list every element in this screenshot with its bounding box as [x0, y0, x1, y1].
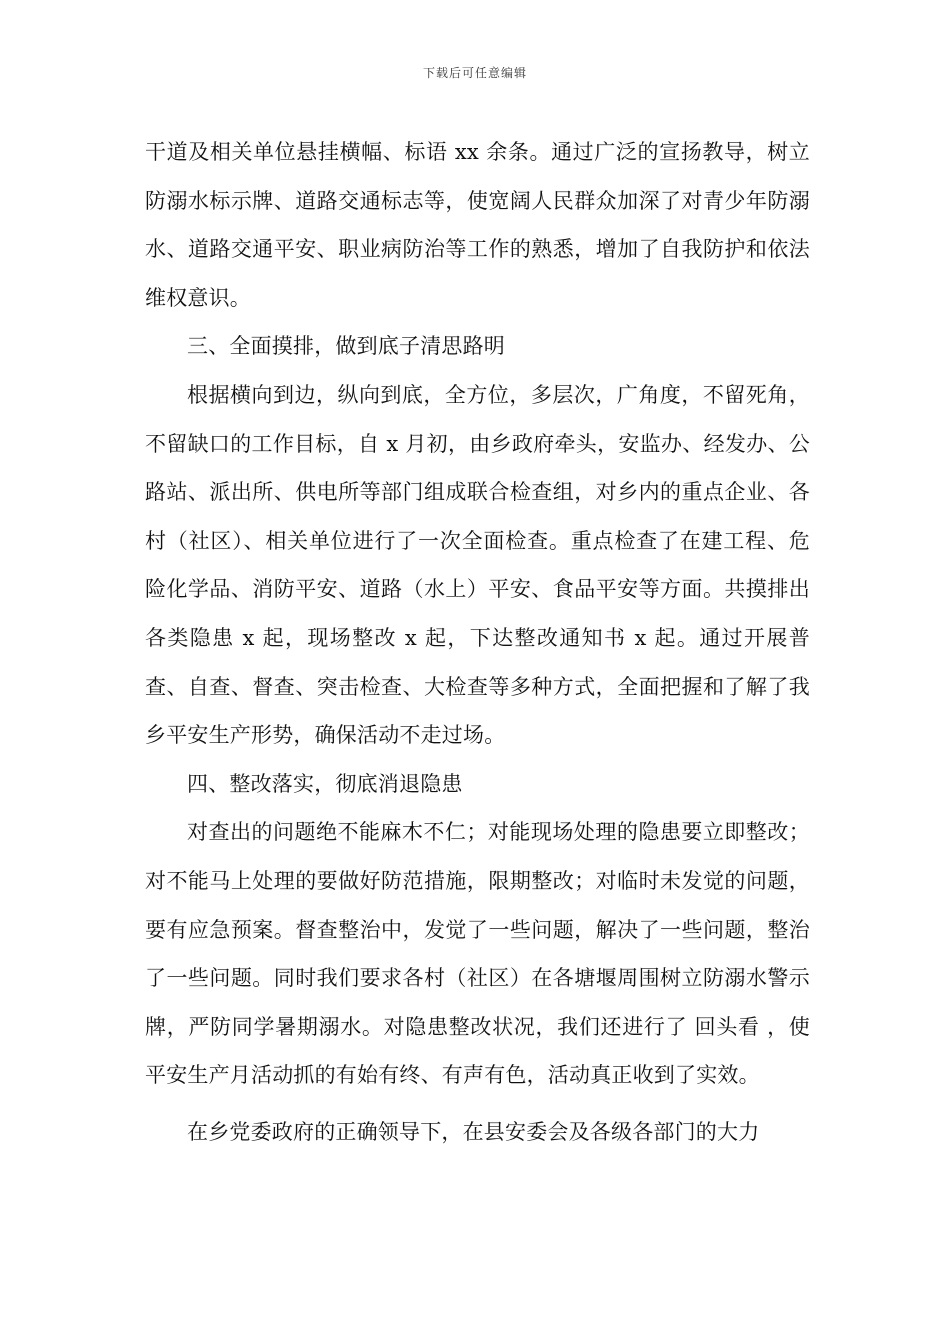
section-heading-four: 四、整改落实，彻底消退隐患 [187, 771, 463, 796]
paragraph-closing: 在乡党委政府的正确领导下，在县安委会及各级各部门的大力 [187, 1119, 760, 1144]
paragraph-continued: 干道及相关单位悬挂横幅、标语 xx 余条。通过广泛的宣扬教导，树立防溺水标示牌、道路交通标志等，使宽阔人民群众加深了对青少年防溺水、道路交通平安、职业病防治等工作的熟悉，增加了自我防护和依法维权意识。 [145, 140, 810, 310]
paragraph-rectification: 对查出的问题绝不能麻木不仁；对能现场处理的隐患要立即整改；对不能马上处理的要做好防范措施，限期整改；对临时未发觉的问题，要有应急预案。督查整治中，发觉了一些问题，解决了一些问题，整治了一些问题。同时我们要求各村（社区）在各塘堰周围树立防溺水警示牌，严防同学暑期溺水。对隐患整改状况，我们还进行了 回头看 ，使平安生产月活动抓的有始有终、有声有色，活动真正收到了实效。 [145, 820, 810, 1088]
document-body [145, 128, 810, 1156]
paragraph-inspection: 根据横向到边，纵向到底，全方位，多层次，广角度，不留死角，不留缺口的工作目标，自 x 月初，由乡政府牵头，安监办、经发办、公路站、派出所、供电所等部门组成联合检查组，对乡内的重点企业、各村（社区）、相关单位进行了一次全面检查。重点检查了在建工程、危险化学品、消防平安、道路（水上）平安、食品平安等方面。共摸排出各类隐患 x 起，现场整改 x 起，下达整改通知书 x 起。通过开展普查、自查、督查、突击检查、大检查等多种方式，全面把握和了解了我乡平安生产形势，确保活动不走过场。 [145, 382, 810, 748]
section-heading-three: 三、全面摸排，做到底子清思路明 [187, 334, 505, 359]
page-header: 下载后可任意编辑 [422, 66, 527, 80]
